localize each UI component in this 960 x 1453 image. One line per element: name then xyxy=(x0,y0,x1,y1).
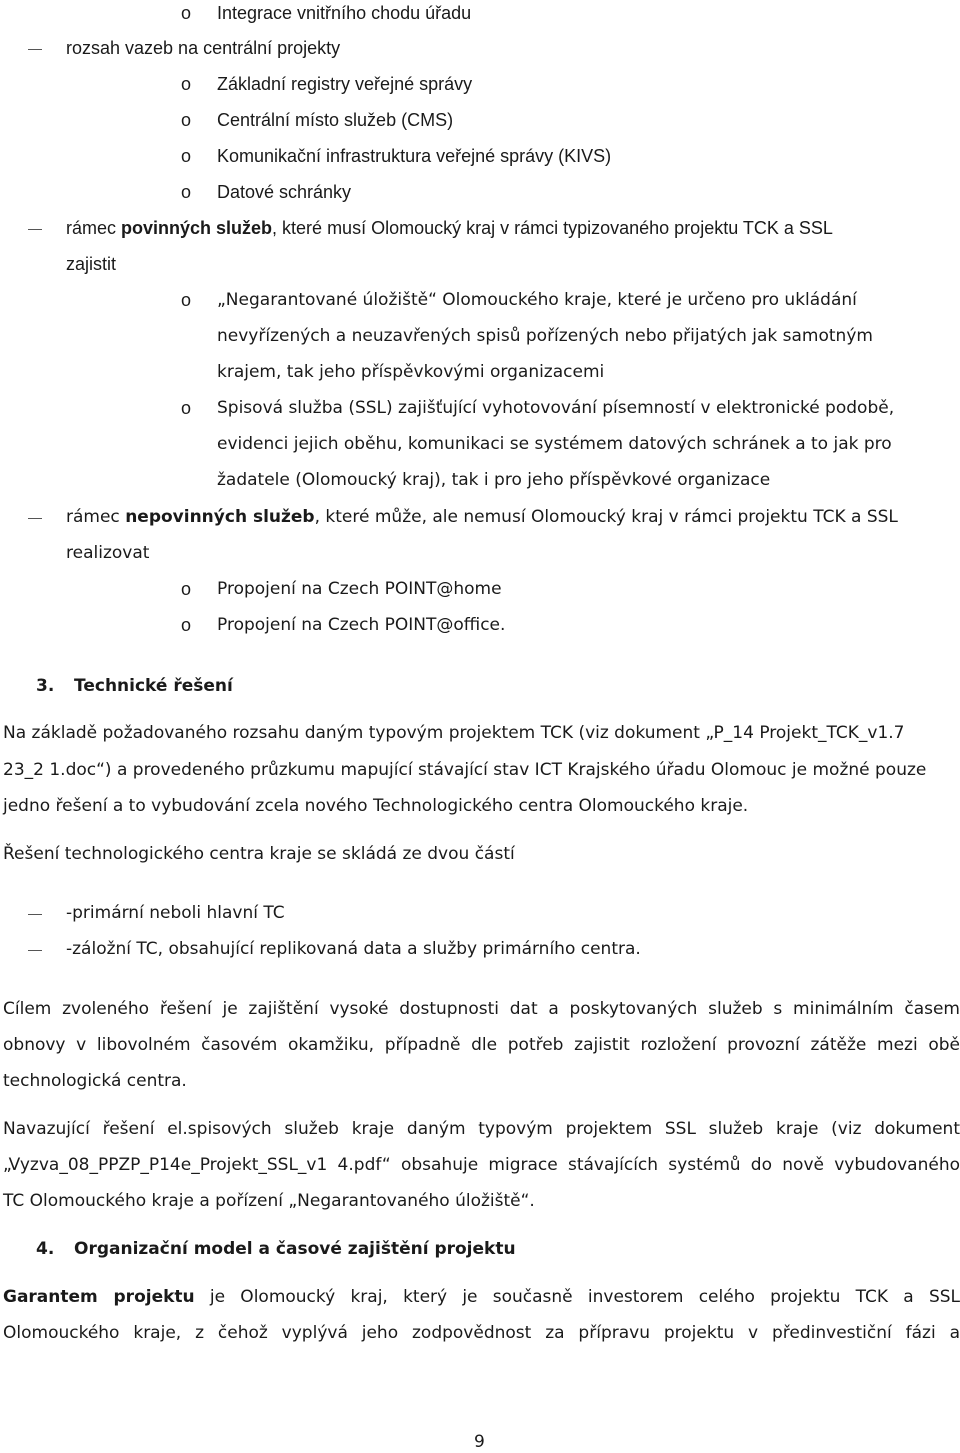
list-item: -primární neboli hlavní TC xyxy=(66,903,285,923)
list-item-cont: zajistit xyxy=(66,254,117,274)
section-number: 3. xyxy=(36,676,55,696)
page-number: 9 xyxy=(474,1432,485,1452)
dash-bullet xyxy=(28,49,42,50)
dash-bullet xyxy=(28,950,42,951)
bullet: o xyxy=(181,3,192,23)
paragraph-line: Cílem zvoleného řešení je zajištění vysoké dostupnosti dat a poskytovaných služeb s minimálním časem xyxy=(3,999,960,1019)
bullet: o xyxy=(181,615,192,635)
paragraph-line: „Vyzva_08_PPZP_P14e_Projekt_SSL_v1 4.pdf“ obsahuje migrace stávajících systémů do nově vybudovaného xyxy=(3,1155,960,1175)
paragraph-line: obnovy v libovolném časovém okamžiku, případně dle potřeb zajistit rozložení provozní zátěže mezi obě xyxy=(3,1035,960,1055)
bullet: o xyxy=(181,146,192,166)
bold-text: nepovinných služeb xyxy=(125,507,315,527)
text: rámec xyxy=(66,507,126,527)
paragraph-line: technologická centra. xyxy=(3,1071,187,1091)
list-item: Propojení na Czech POINT@office. xyxy=(217,615,506,635)
list-item: „Negarantované úložiště“ Olomouckého kraje, které je určeno pro ukládání xyxy=(217,290,857,310)
bullet: o xyxy=(181,579,192,599)
section-number: 4. xyxy=(36,1239,55,1259)
list-item: Spisová služba (SSL) zajišťující vyhotovování písemností v elektronické podobě, xyxy=(217,398,895,418)
bullet: o xyxy=(181,182,192,202)
list-item-povinne xyxy=(66,217,833,239)
bullet: o xyxy=(181,290,192,310)
list-item-cont: krajem, tak jeho příspěvkovými organizacemi xyxy=(217,362,605,382)
text: , které může, ale nemusí Olomoucký kraj v rámci projektu TCK a SSL xyxy=(314,507,898,527)
list-item-nepovinne xyxy=(66,506,898,528)
paragraph-line: Navazující řešení el.spisových služeb kraje daným typovým projektem SSL služeb kraje (viz dokument xyxy=(3,1119,960,1139)
list-item-cont: nevyřízených a neuzavřených spisů pořízených nebo přijatých jak samotným xyxy=(217,326,873,346)
dash-bullet xyxy=(28,229,42,230)
dash-bullet xyxy=(28,914,42,915)
bullet: o xyxy=(181,110,192,130)
dash-bullet xyxy=(28,518,42,519)
bullet: o xyxy=(181,398,192,418)
paragraph-line xyxy=(3,1286,960,1308)
paragraph-line: 23_2 1.doc“) a provedeného průzkumu mapující stávající stav ICT Krajského úřadu Olomouc je možné pouze xyxy=(3,760,927,780)
paragraph-line: TC Olomouckého kraje a pořízení „Negarantovaného úložiště“. xyxy=(3,1191,535,1211)
list-item: Komunikační infrastruktura veřejné správy (KIVS) xyxy=(217,146,612,166)
list-item: Centrální místo služeb (CMS) xyxy=(217,110,454,130)
text: , které musí Olomoucký kraj v rámci typizovaného projektu TCK a SSL xyxy=(272,218,833,238)
text: rámec xyxy=(66,218,122,238)
paragraph: Řešení technologického centra kraje se skládá ze dvou částí xyxy=(3,844,515,864)
list-item-cont: evidenci jejich oběhu, komunikaci se systémem datových schránek a to jak pro xyxy=(217,434,892,454)
list-item: -záložní TC, obsahující replikovaná data a služby primárního centra. xyxy=(66,939,641,959)
list-item-cont: realizovat xyxy=(66,543,150,563)
paragraph-line: jedno řešení a to vybudování zcela nového Technologického centra Olomouckého kraje. xyxy=(3,796,749,816)
bold-text: Garantem projektu xyxy=(3,1287,195,1307)
list-item: Propojení na Czech POINT@home xyxy=(217,579,502,599)
bold-text: povinných služeb xyxy=(121,218,273,238)
list-item: Integrace vnitřního chodu úřadu xyxy=(217,3,472,23)
section-title: Technické řešení xyxy=(74,676,233,696)
list-item-cont: žadatele (Olomoucký kraj), tak i pro jeho příspěvkové organizace xyxy=(217,470,771,490)
list-item: Datové schránky xyxy=(217,182,352,202)
text: je Olomoucký kraj, který je současně investorem celého projektu TCK a SSL xyxy=(194,1287,960,1307)
bullet: o xyxy=(181,74,192,94)
section-title: Organizační model a časové zajištění projektu xyxy=(74,1239,516,1259)
list-item: rozsah vazeb na centrální projekty xyxy=(66,38,341,58)
list-item: Základní registry veřejné správy xyxy=(217,74,473,94)
paragraph-line: Na základě požadovaného rozsahu daným typovým projektem TCK (viz dokument „P_14 Projekt_TCK_v1.7 xyxy=(3,723,905,743)
paragraph-line: Olomouckého kraje, z čehož vyplývá jeho zodpovědnost za přípravu projektu v předinvestiční fázi a xyxy=(3,1323,960,1343)
